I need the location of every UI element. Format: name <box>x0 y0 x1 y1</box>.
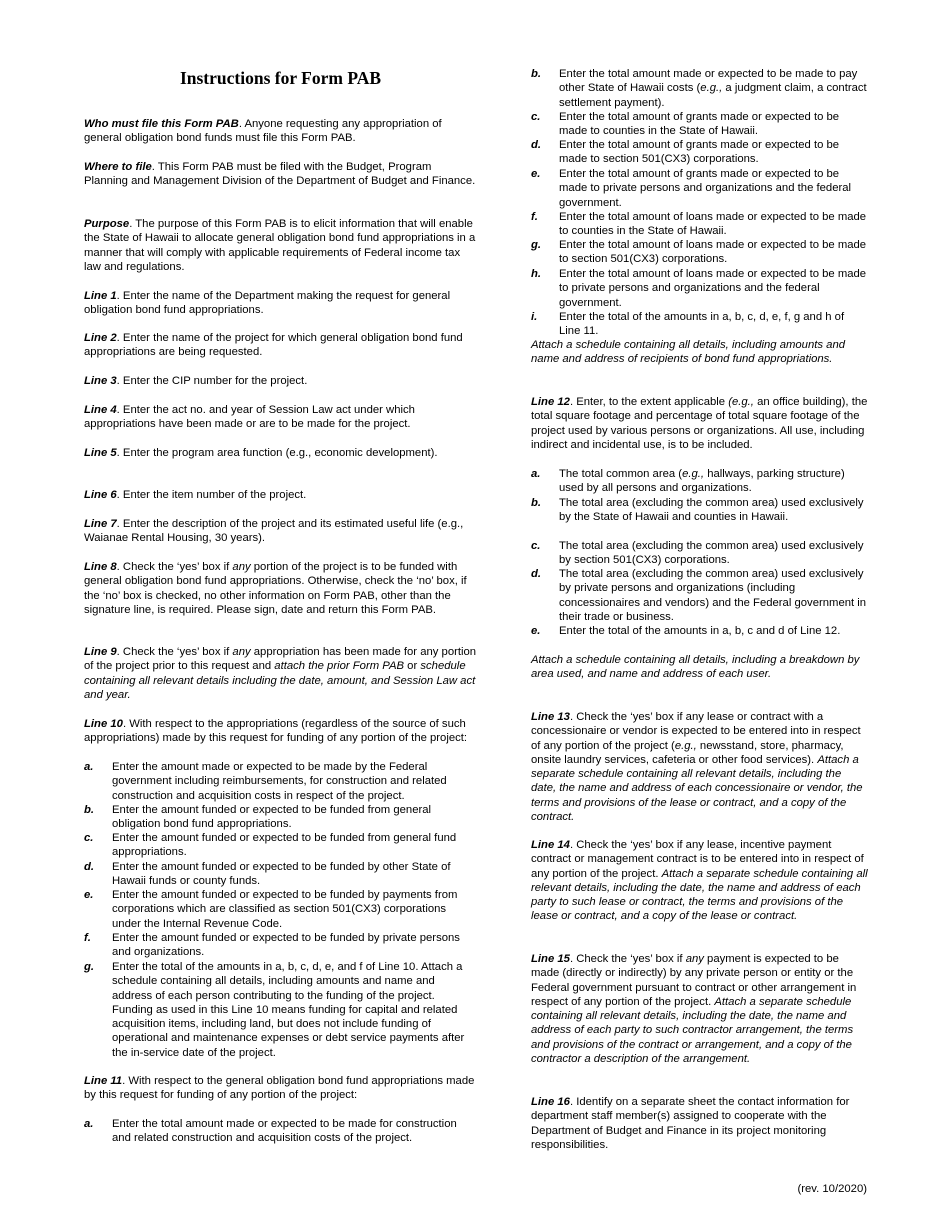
line13-paragraph: Line 13. Check the ‘yes’ box if any lease or contract with a concessionaire or vendor is expected to be entered into in respect of any portion of the project (e.g., newsstand, store, pharmacy, onsite laundry services, cafeteria or other food services). Attach a separate schedule containing all relevant details, including the date, the name and address of each concessionaire or vendor, the terms and provisions of the lease or contract, and a copy of the contract. <box>531 711 863 824</box>
revision-label: (rev. 10/2020) <box>797 1183 867 1195</box>
page-title: Instructions for Form PAB <box>179 68 382 88</box>
line12-item-c: c. The total area (excluding the common area) used exclusively by section 501(CX3) corporations. <box>531 540 864 567</box>
line10-item-a: a. Enter the amount made or expected to be made by the Federal government including reimbursements, for construction and related construction and acquisition costs in respect of the project. <box>84 761 447 802</box>
line11-item-i: i. Enter the total of the amounts in a, b, c, d, e, f, g and h of Line 11. <box>531 311 845 338</box>
line11-item-h: h. Enter the total amount of loans made or expected to be made to private persons and organizations and the federal government. <box>531 268 867 309</box>
line11-attach-note: Attach a schedule containing all details, including amounts and name and address of recipients of bond fund appropriations. <box>531 339 846 366</box>
line11-item-a: a. Enter the total amount made or expected to be made for construction and related construction and acquisition costs of the project. <box>84 1118 457 1145</box>
where-to-file-paragraph: Where to file. This Form PAB must be filed with the Budget, Program Planning and Management Division of the Department of Budget and Finance. <box>84 161 476 188</box>
line16-paragraph: Line 16. Identify on a separate sheet the contact information for department staff member(s) assigned to cooperate with the Department of Budget and Finance in its project monitoring responsibilities. <box>531 1096 850 1151</box>
line5-paragraph: Line 5. Enter the program area function (e.g., economic development). <box>84 447 438 459</box>
line11-item-b: b. Enter the total amount made or expected to be made to pay other State of Hawaii costs (e.g., a judgment claim, a contract settlement payment). <box>531 68 867 109</box>
line10-item-g: g. Enter the total of the amounts in a, b, c, d, e, and f of Line 10. Attach a schedule containing all details, including amounts and name and address of each person contributing to the funding of the project. Funding as used in this Line 10 means funding for capital and related acquisition items, including land, but does not include funding of operational and maintenance expenses or debt service payments after the in-service date of the project. <box>84 961 465 1059</box>
line12-paragraph: Line 12. Enter, to the extent applicable (e.g., an office building), the total square footage and percentage of total square footage of the project used by various persons or organizations. All use, including indirect and incidental use, is to be included. <box>531 396 868 451</box>
line10-item-e: e. Enter the amount funded or expected to be funded by payments from corporations which are classified as section 501(CX3) corporations under the Internal Revenue Code. <box>84 889 458 930</box>
line12-attach-note: Attach a schedule containing all details, including a breakdown by area used, and name and address of each user. <box>531 654 860 681</box>
line2-paragraph: Line 2. Enter the name of the project for which general obligation bond fund appropriations are being requested. <box>84 332 463 359</box>
line11-item-c: c. Enter the total amount of grants made or expected to be made to counties in the State of Hawaii. <box>531 111 840 138</box>
line12-item-e: e. Enter the total of the amounts in a, b, c and d of Line 12. <box>531 625 841 637</box>
line8-paragraph: Line 8. Check the ‘yes’ box if any portion of the project is to be funded with general obligation bond fund appropriations. Otherwise, check the ‘no’ box, if the ‘no’ box is checked, no other information on Form PAB, other than the signature line, is required. Please sign, date and return this Form PAB. <box>84 561 467 616</box>
purpose-paragraph: Purpose. The purpose of this Form PAB is to elicit information that will enable the State of Hawaii to allocate general obligation bond fund appropriations in a manner that will comply with applicable requirements of Federal income tax law and regulations. <box>84 218 476 273</box>
line4-paragraph: Line 4. Enter the act no. and year of Session Law act under which appropriations have been made or are to be made for the project. <box>84 404 415 431</box>
line12-item-a: a. The total common area (e.g., hallways, parking structure) used by all persons and organizations. <box>531 468 845 495</box>
line11-item-e: e. Enter the total amount of grants made or expected to be made to private persons and organizations and the federal government. <box>531 168 852 209</box>
line7-paragraph: Line 7. Enter the description of the project and its estimated useful life (e.g., Waianae Rental Housing, 30 years). <box>84 518 464 545</box>
line1-paragraph: Line 1. Enter the name of the Department making the request for general obligation bond fund appropriations. <box>84 290 451 317</box>
line11-item-d: d. Enter the total amount of grants made or expected to be made to section 501(CX3) corporations. <box>531 139 840 166</box>
line12-item-d: d. The total area (excluding the common area) used exclusively by private persons and organizations (including concessionaires and vendors) and the Federal government in their trade or business. <box>531 568 867 623</box>
line10-item-d: d. Enter the amount funded or expected to be funded by other State of Hawaii funds or county funds. <box>84 861 451 888</box>
line10-item-f: f. Enter the amount funded or expected to be funded by private persons and organizations. <box>84 932 460 959</box>
line9-paragraph: Line 9. Check the ‘yes’ box if any appropriation has been made for any portion of the project prior to this request and attach the prior Form PAB or schedule containing all relevant details including the date, amount, and Session Law act and year. <box>84 646 477 701</box>
who-must-file-paragraph: Who must file this Form PAB. Anyone requesting any appropriation of general obligation bond funds must file this Form PAB. <box>84 118 442 145</box>
line11-paragraph: Line 11. With respect to the general obligation bond fund appropriations made by this request for funding of any portion of the project: <box>84 1075 475 1102</box>
line10-item-b: b. Enter the amount funded or expected to be funded from general obligation bond fund appropriations. <box>84 804 432 831</box>
purpose-lead: Purpose <box>84 218 130 230</box>
line14-paragraph: Line 14. Check the ‘yes’ box if any lease, incentive payment contract or management contract is to be entered into in respect of any portion of the project. Attach a separate schedule containing all relevant details, including the date, the name and address of each party to such lease or contract, the terms and provisions of the lease or contract, and a copy of the lease or contract. <box>531 839 868 923</box>
line15-paragraph: Line 15. Check the ‘yes’ box if any payment is expected to be made (directly or indirectly) by any private person or entity or the Federal government pursuant to contract or other arrangement in respect of any portion of the project. Attach a separate schedule containing all relevant details, including the date, the name and address of each party to such contractor arrangement, the terms and provisions of the contract or arrangement, and a copy of the contractor a description of the arrangement. <box>531 953 857 1066</box>
line12-item-b: b. The total area (excluding the common area) used exclusively by the State of Hawaii and counties in Hawaii. <box>531 497 864 524</box>
line10-item-c: c. Enter the amount funded or expected to be funded from general fund appropriations. <box>84 832 457 859</box>
line11-item-f: f. Enter the total amount of loans made or expected to be made to counties in the State of Hawaii. <box>531 211 867 238</box>
line6-paragraph: Line 6. Enter the item number of the project. <box>84 489 307 501</box>
who-lead: Who must file this Form PAB <box>84 118 239 130</box>
where-lead: Where to file <box>84 161 152 173</box>
line3-paragraph: Line 3. Enter the CIP number for the project. <box>84 375 308 387</box>
line10-paragraph: Line 10. With respect to the appropriations (regardless of the source of such appropriations) made by this request for funding of any portion of the project: <box>84 718 468 745</box>
line11-item-g: g. Enter the total amount of loans made or expected to be made to section 501(CX3) corporations. <box>531 239 867 266</box>
